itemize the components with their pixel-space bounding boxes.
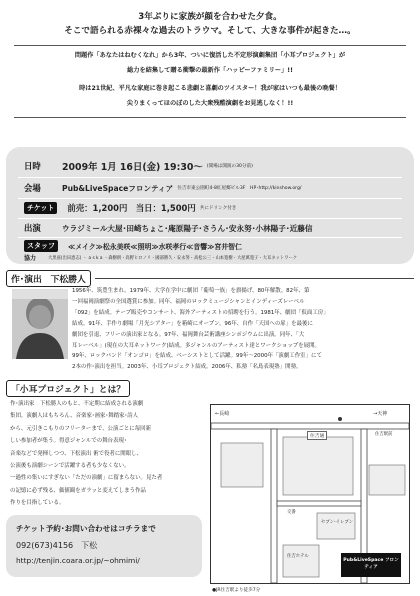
tagline-line-2: そこで語られる赤裸々な過去のトラウマ。そして、大きな事件が起きた…。 bbox=[64, 26, 356, 36]
staff-row bbox=[24, 240, 242, 252]
map-label-bank: 交番 bbox=[287, 510, 296, 515]
bio-line: 99年、ロックバンド「オンゴロ」を結成、ベーシストとして活躍。99年～2000年「演劇工作室」にて bbox=[72, 353, 322, 360]
director-photo bbox=[12, 289, 68, 359]
contact-panel bbox=[6, 515, 202, 577]
bio-line: 「092」を結成。テープ販売やコンサート、海外アーティストの招聘を行う。1981年、劇団「仮面工房」 bbox=[72, 309, 329, 316]
project-line: しい参加者が集う。得意ジャンルでの舞台表現･ bbox=[10, 438, 127, 445]
ticket-value: 前売：1,200円 当日：1,500円 bbox=[67, 203, 196, 213]
project-line: 集団。演劇人はもちろん、音楽家･画家･舞踏家･詩人 bbox=[10, 413, 139, 420]
project-line: 一過性の集いにすぎない「ただの演劇」に留まらない。見た者 bbox=[10, 475, 163, 482]
staff-label: スタッフ bbox=[24, 240, 58, 252]
director-title: 作･演出 下松勝人 bbox=[6, 270, 91, 287]
map-label-road: 住吉通 bbox=[307, 431, 327, 440]
divider bbox=[14, 117, 406, 118]
ticket-note: 共にドリンク付き bbox=[199, 206, 237, 211]
date-note: (開場は開演の30分前) bbox=[206, 164, 253, 169]
support-row bbox=[24, 253, 297, 262]
venue-row bbox=[24, 182, 301, 194]
intro-line-1: 問題作「あなたはねむくなれ」から3年、ついに復活した不定形演劇集団「小耳プロジェクト」が bbox=[74, 52, 346, 59]
map-road-left: ←長崎 bbox=[215, 411, 230, 417]
map-label-hotel: 住吉ホテル bbox=[287, 554, 309, 559]
intro-line-4: 尖りまくってほのぼのした大衆残酷演劇をお見逃しなく！!! bbox=[126, 100, 294, 107]
map-note: ●JR住吉駅より徒歩7分 bbox=[212, 588, 261, 593]
bio-line: 1956年、筑豊生まれ。1979年、大学在学中に劇団「葡萄一族」を旗揚げ、80年解散。82年、第 bbox=[72, 288, 310, 294]
cast-label: 出演 bbox=[24, 223, 41, 233]
bio-line: 劇団を引退、フリーの演出家となる。97年、福岡舞台芸術講座シンポジウムに出演。同年、「大 bbox=[72, 331, 305, 338]
bio-line: 耳レーベル」(現在の大耳ネットワーク)結成。多ジャンルのアーティスト達とワークショップを展開。 bbox=[72, 342, 320, 349]
bio-line: 2本の作･演出を担当。2003年、小耳プロジェクト結成。2006年、私塾「名島表現塾」開塾。 bbox=[72, 364, 302, 371]
project-line: 作りを目指している。 bbox=[10, 500, 65, 507]
venue-value: Pub&LiveSpaceフロンティア bbox=[62, 183, 174, 193]
project-line: の記憶に必ず残る、価値観をガラッと変えてしまう作品 bbox=[10, 487, 146, 494]
project-line: から、元引きこもりのフリーターまで、公演ごとに毎回新 bbox=[10, 425, 152, 432]
intro-line-3: 時は21世紀、平凡な家庭に巻き起こる悲劇と喜劇のツイスター！我が家はいつも最後の晩餐！ bbox=[79, 85, 341, 92]
bio-line: 一回福岡演劇祭の全国選賞に参加。同年、福岡のロックミュージシャンとインディーズレーベル bbox=[72, 298, 305, 305]
intro-line-2: 総力を結集して贈る衝撃の最新作「ハッピーファミリー」!! bbox=[127, 67, 293, 74]
staff-value: ≪メイク≫松永美咲≪照明≫水咲孝行≪音響≫宮井智仁 bbox=[68, 243, 242, 251]
tagline-line-1: 3年ぶりに家族が顔を合わせた夕食。 bbox=[138, 12, 282, 22]
map-label-station: 住吉駅前 bbox=[375, 432, 393, 437]
ticket-row bbox=[24, 202, 236, 214]
project-line: 音楽などで発揮しつつ、下松演出 術で役者に開眼し、 bbox=[10, 450, 143, 457]
cast-row bbox=[24, 222, 312, 234]
venue-label: 会場 bbox=[24, 183, 41, 193]
date-label: 日時 bbox=[24, 161, 41, 171]
project-header bbox=[6, 380, 202, 397]
director-bio bbox=[72, 286, 412, 373]
ticket-label: チケット bbox=[24, 202, 57, 214]
date-row bbox=[24, 159, 253, 173]
venue-note: 住吉市東公園町4-8紅屋郷ビル3F HP･http://kinshow.org/ bbox=[177, 186, 302, 191]
bio-line: 結成。91年、手作り劇場「月光シアター」を箱崎にオープン。96年、自作「天国への扉」を最後に bbox=[72, 320, 313, 327]
map-road-right: →天神 bbox=[373, 411, 388, 417]
project-title: 「小耳プロジェクト」とは？ bbox=[6, 380, 130, 397]
cast-value: ウラジミール大屋･田崎ちょこ･庵原陽子･さうん･安永努･小林陽子･近藤信 bbox=[62, 223, 313, 233]
map-venue-marker: Pub&LiveSpace フロンティア bbox=[341, 553, 401, 577]
director-portrait-icon bbox=[12, 289, 68, 359]
support-value: 大黒座(出田恵志) ・ a s k a ・森樹朗・高野ヒロノリ・國部勝久・安永努・高松公三・山本寛樹・大屋萬寛子・大耳ネットワーク bbox=[48, 255, 298, 261]
support-label: 協力 bbox=[24, 255, 37, 262]
contact-title: チケット予約･お問い合わせはコチラまで bbox=[16, 524, 156, 533]
project-line: 作･演出家 下松勝人のもと、不定期に結成される演劇 bbox=[10, 401, 144, 407]
date-value: 2009年 1月 16日(金) 19:30～ bbox=[62, 162, 203, 173]
access-map bbox=[210, 404, 410, 584]
project-description bbox=[10, 398, 206, 510]
contact-url[interactable]: http://tenjin.coara.or.jp/~ohmimi/ bbox=[16, 556, 140, 565]
map-label-shop: セブン-イレブン bbox=[321, 520, 353, 525]
event-info-panel bbox=[6, 147, 414, 264]
director-header bbox=[6, 270, 414, 287]
divider bbox=[14, 45, 406, 46]
contact-phone: 092(673)4156 下松 bbox=[16, 541, 98, 550]
project-line: 公演後も演劇シーンで活躍する者も少なくない。 bbox=[10, 463, 130, 470]
